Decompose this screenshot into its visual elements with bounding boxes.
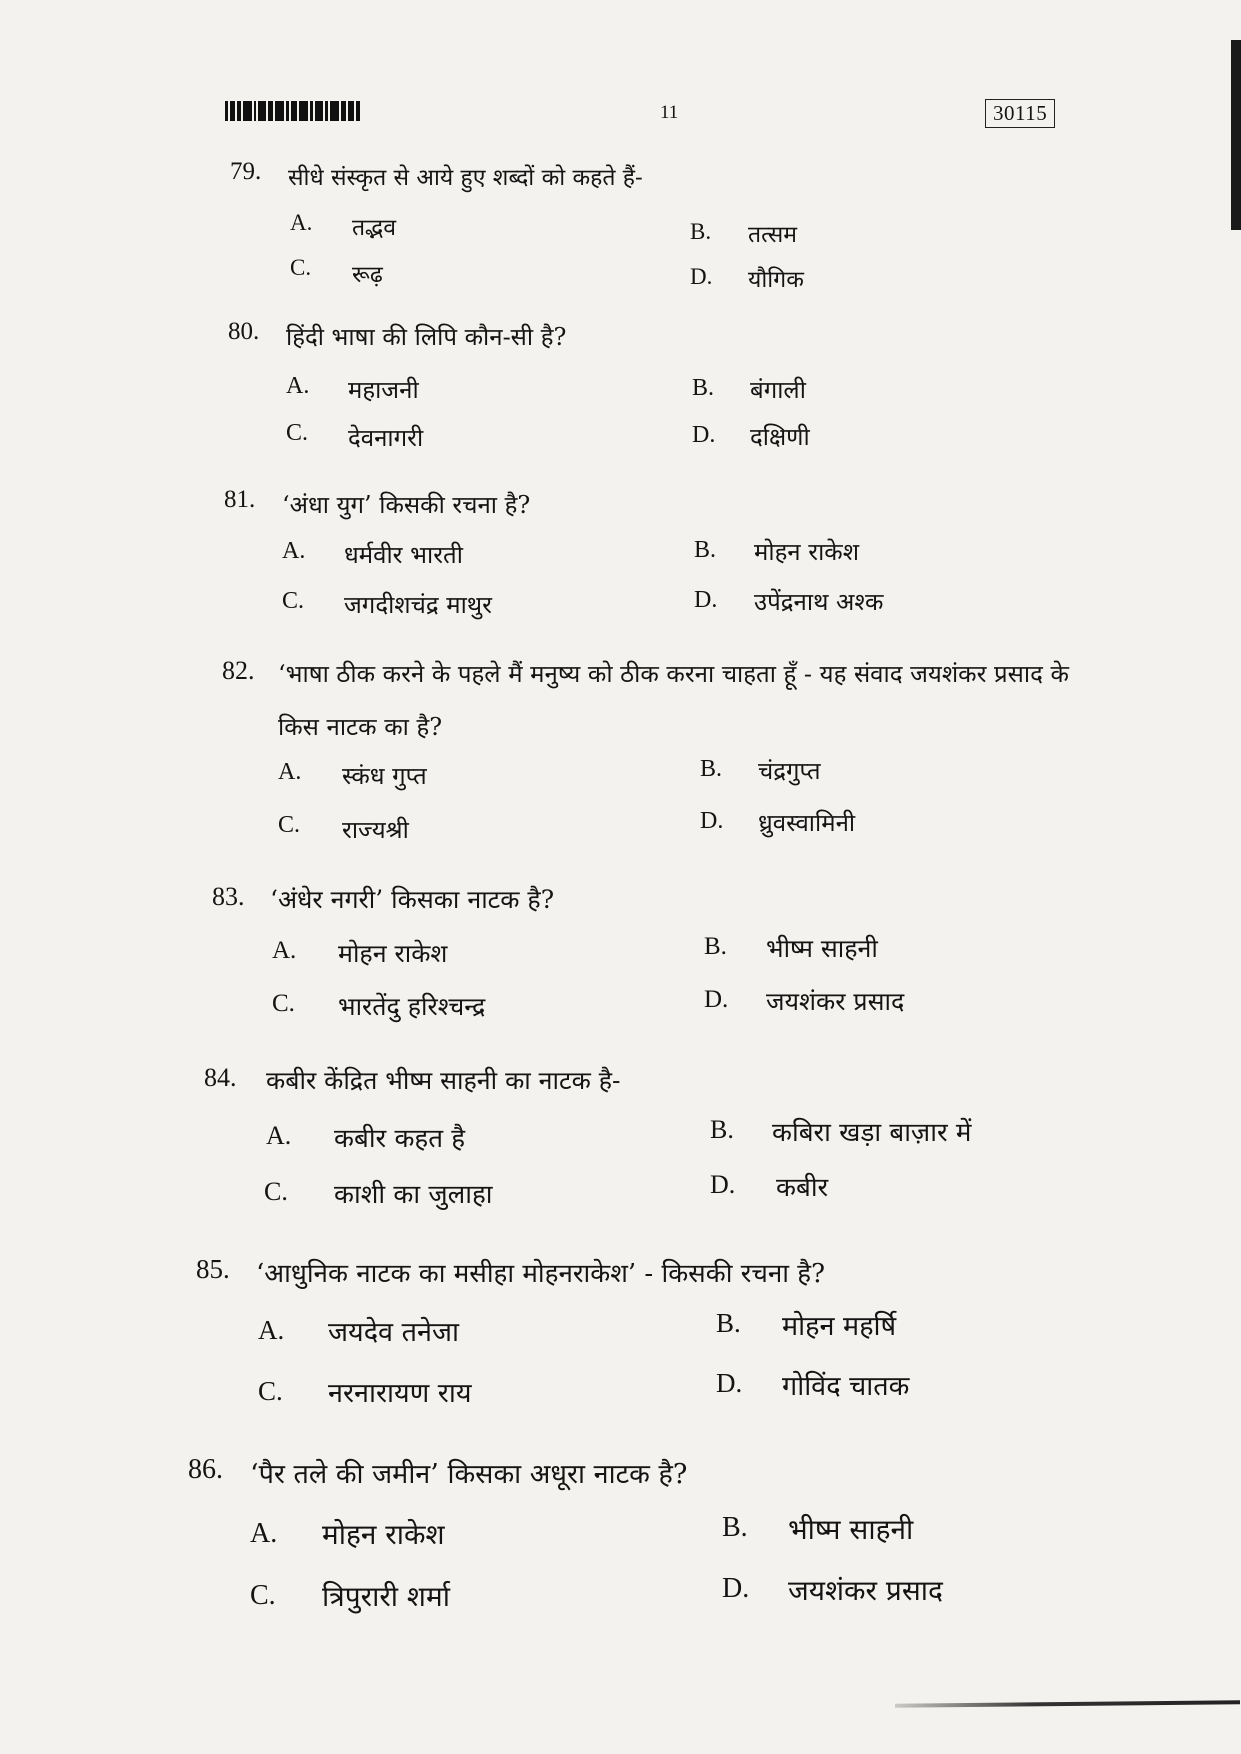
question-number: 84. [204,1063,237,1092]
question-text-line2: किस नाटक का है? [278,713,443,741]
option-text: भारतेंदु हरिश्चन्द्र [338,992,486,1021]
option-label: D. [710,1170,736,1199]
option-label: A. [290,210,313,235]
option-text: मोहन राकेश [322,1518,445,1551]
scan-edge-shadow [1231,40,1241,230]
option-text: बंगाली [750,376,806,404]
option-label: C. [250,1580,276,1611]
question-number: 79. [230,158,262,185]
option-text: कबीर कहत है [334,1124,466,1154]
question-number: 82. [222,656,255,685]
option-text: नरनारायण राय [328,1378,472,1409]
question-text: ‘भाषा ठीक करने के पहले मैं मनुष्य को ठीक करना चाहता हूँ - यह संवाद जयशंकर प्रसाद के [278,660,1069,688]
option-text: जयशंकर प्रसाद [788,1574,943,1607]
question-text: ‘पैर तले की जमीन’ किसका अधूरा नाटक है? [250,1459,688,1490]
option-label: D. [692,422,716,448]
option-text: काशी का जुलाहा [334,1180,493,1210]
option-text: यौगिक [748,267,804,293]
question-text: ‘अंधा युग’ किसकी रचना है? [282,491,531,519]
option-text: जगदीशचंद्र माथुर [344,591,492,619]
option-label: D. [700,808,724,834]
option-label: C. [290,255,312,280]
option-label: A. [272,937,297,964]
bottom-rule [895,1700,1240,1708]
option-label: A. [286,373,310,399]
option-text: जयदेव तनेजा [328,1317,460,1348]
barcode-icon [225,101,360,121]
option-label: B. [704,933,727,960]
option-text: देवनागरी [348,424,424,452]
option-text: उपेंद्रनाथ अश्क [754,588,884,616]
option-text: महाजनी [348,376,419,404]
option-label: C. [282,588,305,614]
option-text: तद्भव [352,215,397,241]
option-label: D. [722,1573,750,1604]
option-text: चंद्रगुप्त [758,757,821,785]
question-text: ‘आधुनिक नाटक का मसीहा मोहनराकेश’ - किसकी रचना है? [256,1259,826,1289]
option-label: B. [710,1115,734,1144]
option-label: D. [690,264,713,289]
option-label: A. [266,1121,292,1150]
option-label: A. [258,1315,285,1345]
option-text: तत्सम [748,222,797,248]
option-text: भीष्म साहनी [788,1513,914,1546]
option-label: C. [264,1177,288,1206]
option-label: B. [716,1308,741,1338]
option-label: D. [704,986,729,1013]
option-text: मोहन राकेश [754,538,860,566]
option-label: C. [278,812,301,838]
option-label: B. [694,537,717,563]
option-text: राज्यश्री [342,816,409,844]
option-text: त्रिपुरारी शर्मा [322,1580,450,1613]
option-label: D. [716,1368,743,1398]
option-label: C. [258,1376,283,1406]
option-label: A. [282,538,306,564]
option-text: भीष्म साहनी [766,934,878,963]
option-label: C. [272,990,295,1017]
option-label: B. [690,219,712,244]
option-text: कबीर [776,1173,829,1203]
option-text: जयशंकर प्रसाद [766,987,905,1016]
question-number: 81. [224,486,256,513]
option-text: मोहन महर्षि [782,1311,897,1342]
option-label: D. [694,587,718,613]
question-text: हिंदी भाषा की लिपि कौन-सी है? [286,323,567,351]
question-number: 80. [228,318,260,345]
option-label: B. [692,375,715,401]
page-number: 11 [660,102,679,123]
option-text: स्कंध गुप्त [342,762,427,790]
question-text: कबीर केंद्रित भीष्म साहनी का नाटक है- [266,1066,621,1095]
paper-code: 30115 [985,99,1055,128]
option-text: दक्षिणी [750,423,810,451]
option-label: B. [722,1512,748,1543]
option-label: A. [250,1518,278,1549]
option-text: धर्मवीर भारती [344,541,463,569]
option-text: रूढ़ [352,262,383,288]
option-label: C. [286,420,309,446]
question-text: ‘अंधेर नगरी’ किसका नाटक है? [270,885,555,914]
option-text: गोविंद चातक [782,1371,910,1402]
option-text: मोहन राकेश [338,939,448,968]
question-number: 85. [196,1254,230,1284]
option-text: ध्रुवस्वामिनी [758,809,856,837]
option-label: B. [700,756,723,782]
question-text: सीधे संस्कृत से आये हुए शब्दों को कहते हैं- [288,165,643,191]
question-number: 83. [212,882,245,911]
question-number: 86. [188,1454,223,1485]
option-text: कबिरा खड़ा बाज़ार में [772,1118,972,1148]
option-label: A. [278,759,302,785]
